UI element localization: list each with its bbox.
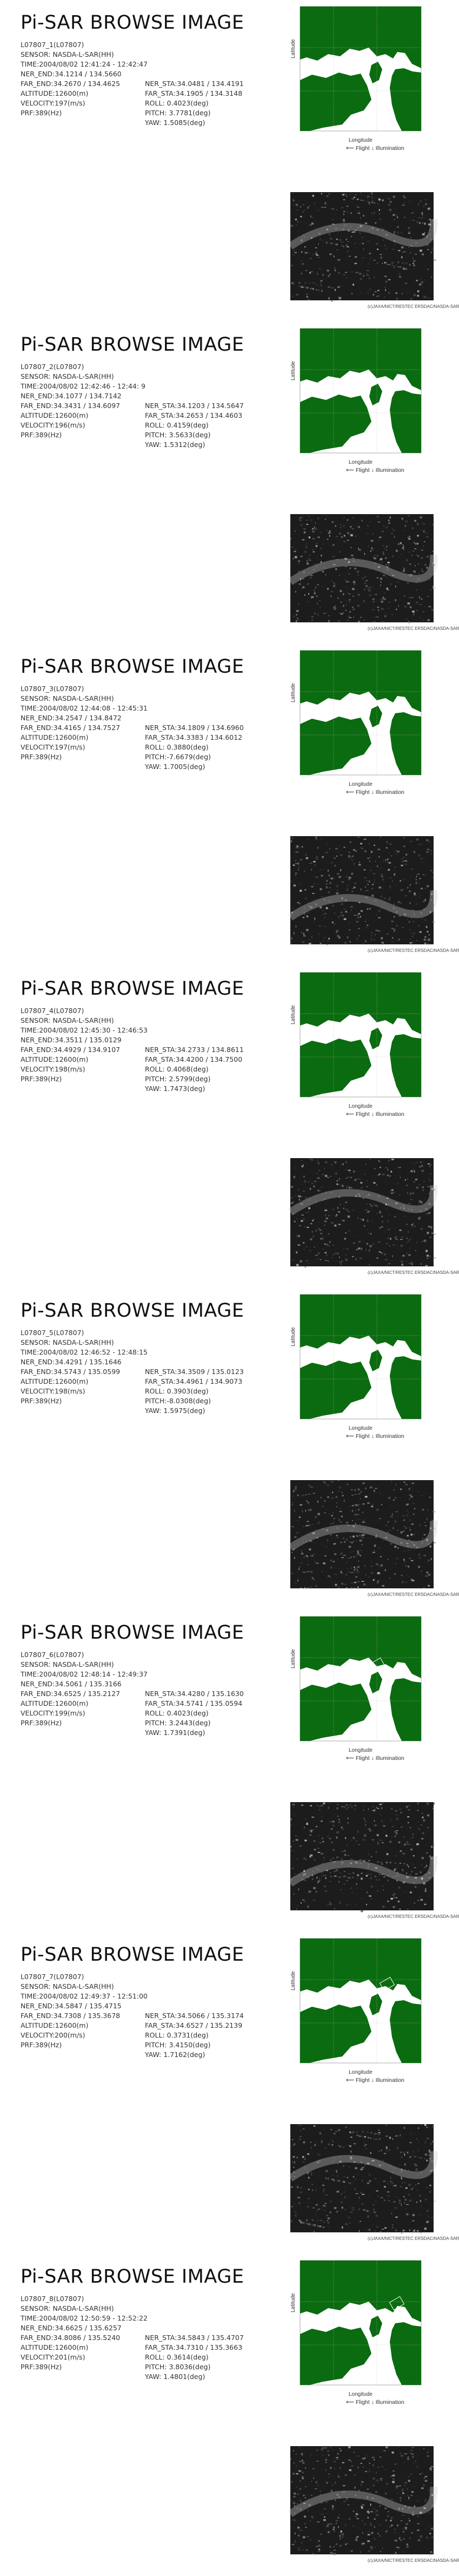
map-panel (290, 326, 425, 465)
radar-caption: (c)JAXA/NICT/RESTEC ERSDAC/NASDA-SAR (368, 948, 459, 953)
pitch: PITCH: 3.5633(deg) (145, 431, 211, 439)
far-end: FAR_END:34.4165 / 134.7527 (21, 724, 121, 732)
flight-legend (346, 1433, 404, 1440)
flight-label: Flight (355, 1111, 370, 1118)
pitch: PITCH: 3.7781(deg) (145, 109, 211, 117)
radar-image (290, 1158, 434, 1266)
dataset-id: L07807_7(L07807) (21, 1973, 84, 1981)
radar-panel (290, 514, 434, 622)
altitude: ALTITUDE:12600(m) (21, 2343, 89, 2351)
roll: ROLL: 0.3903(deg) (145, 1387, 209, 1395)
velocity: VELOCITY:201(m/s) (21, 2353, 85, 2361)
yaw: YAW: 1.5975(deg) (145, 1407, 205, 1415)
yaw: YAW: 1.7005(deg) (145, 763, 205, 771)
far-start: FAR_STA:34.7310 / 135.3663 (145, 2343, 243, 2351)
latitude-label: Latitude (290, 39, 296, 58)
flight-label: Flight (355, 145, 370, 152)
map-panel (290, 4, 425, 143)
flight-label: Flight (355, 467, 370, 474)
yaw: YAW: 1.7162(deg) (145, 2051, 205, 2059)
roll: ROLL: 0.3731(deg) (145, 2031, 209, 2039)
radar-caption: (c)JAXA/NICT/RESTEC ERSDAC/NASDA-SAR (368, 304, 459, 309)
longitude-label: Longitude (349, 1747, 372, 1753)
time-range: TIME:2004/08/02 12:45:30 - 12:46:53 (21, 1026, 148, 1034)
far-start: FAR_STA:34.2653 / 134.4603 (145, 411, 243, 419)
radar-caption: (c)JAXA/NICT/RESTEC ERSDAC/NASDA-SAR (368, 2558, 459, 2563)
pitch: PITCH:-7.6679(deg) (145, 753, 211, 761)
latitude-label: Latitude (290, 2293, 296, 2312)
flight-label: Flight (355, 2077, 370, 2084)
radar-caption: (c)JAXA/NICT/RESTEC ERSDAC/NASDA-SAR (368, 626, 459, 631)
illumination-label: Illumination (375, 789, 404, 796)
browse-sheet (0, 2254, 459, 2576)
flight-arrow-icon: ⟵ (346, 1433, 356, 1440)
map-panel (290, 1936, 425, 2075)
near-end: NER_END:34.4291 / 135.1646 (21, 1358, 122, 1366)
radar-image (290, 2124, 434, 2232)
radar-panel (290, 2446, 434, 2554)
roll: ROLL: 0.4068(deg) (145, 1065, 209, 1073)
near-start: NER_STA:34.0481 / 134.4191 (145, 80, 244, 88)
yaw: YAW: 1.4801(deg) (145, 2373, 205, 2381)
pitch: PITCH: 3.4150(deg) (145, 2041, 211, 2049)
illumination-arrow-icon: ↓ (369, 2399, 376, 2406)
illumination-arrow-icon: ↓ (369, 1433, 376, 1440)
illumination-label: Illumination (375, 467, 404, 474)
altitude: ALTITUDE:12600(m) (21, 1055, 89, 1063)
map-panel (290, 1614, 425, 1753)
longitude-label: Longitude (349, 2391, 372, 2397)
far-end: FAR_END:34.2670 / 134.4625 (21, 80, 121, 88)
illumination-label: Illumination (375, 2399, 404, 2406)
longitude-label: Longitude (349, 137, 372, 143)
dataset-id: L07807_8(L07807) (21, 2295, 84, 2303)
flight-legend (346, 789, 404, 796)
near-end: NER_END:34.5061 / 135.3166 (21, 1680, 122, 1688)
coverage-map (290, 326, 425, 454)
prf: PRF:389(Hz) (21, 753, 62, 761)
far-end: FAR_END:34.3431 / 134.6097 (21, 402, 121, 410)
prf: PRF:389(Hz) (21, 1075, 62, 1083)
flight-legend (346, 467, 404, 474)
time-range: TIME:2004/08/02 12:48:14 - 12:49:37 (21, 1670, 148, 1678)
coverage-map (290, 1614, 425, 1742)
longitude-label: Longitude (349, 2069, 372, 2075)
illumination-arrow-icon: ↓ (369, 1111, 376, 1118)
flight-legend (346, 1755, 404, 1762)
near-start: NER_STA:34.1809 / 134.6960 (145, 724, 244, 732)
prf: PRF:389(Hz) (21, 1719, 62, 1727)
flight-legend (346, 2077, 404, 2084)
map-panel (290, 2258, 425, 2397)
far-start: FAR_STA:34.5741 / 135.0594 (145, 1699, 243, 1707)
radar-panel (290, 1158, 434, 1266)
sheet-title: Pi-SAR BROWSE IMAGE (21, 12, 244, 34)
browse-sheet (0, 1288, 459, 1610)
altitude: ALTITUDE:12600(m) (21, 89, 89, 97)
velocity: VELOCITY:197(m/s) (21, 743, 85, 751)
coverage-map (290, 970, 425, 1098)
altitude: ALTITUDE:12600(m) (21, 1377, 89, 1385)
illumination-label: Illumination (375, 1433, 404, 1440)
flight-label: Flight (355, 789, 370, 796)
radar-image (290, 192, 434, 300)
flight-legend (346, 1111, 404, 1118)
pitch: PITCH: 3.2443(deg) (145, 1719, 211, 1727)
prf: PRF:389(Hz) (21, 109, 62, 117)
browse-sheet (0, 1932, 459, 2254)
latitude-label: Latitude (290, 1971, 296, 1990)
prf: PRF:389(Hz) (21, 2041, 62, 2049)
yaw: YAW: 1.7391(deg) (145, 1729, 205, 1737)
altitude: ALTITUDE:12600(m) (21, 2021, 89, 2029)
flight-legend (346, 145, 404, 152)
radar-caption: (c)JAXA/NICT/RESTEC ERSDAC/NASDA-SAR (368, 2236, 459, 2241)
radar-caption: (c)JAXA/NICT/RESTEC ERSDAC/NASDA-SAR (368, 1592, 459, 1597)
longitude-label: Longitude (349, 1103, 372, 1109)
near-end: NER_END:34.1214 / 134.5660 (21, 70, 122, 78)
coverage-map (290, 2258, 425, 2386)
prf: PRF:389(Hz) (21, 1397, 62, 1405)
coverage-map (290, 4, 425, 132)
velocity: VELOCITY:199(m/s) (21, 1709, 85, 1717)
time-range: TIME:2004/08/02 12:44:08 - 12:45:31 (21, 704, 148, 712)
latitude-label: Latitude (290, 361, 296, 380)
near-end: NER_END:34.1077 / 134.7142 (21, 392, 122, 400)
time-range: TIME:2004/08/02 12:49:37 - 12:51:00 (21, 1992, 148, 2000)
coverage-map (290, 1936, 425, 2064)
far-end: FAR_END:34.7308 / 135.3678 (21, 2012, 121, 2020)
near-end: NER_END:34.6625 / 135.6257 (21, 2324, 122, 2332)
roll: ROLL: 0.3880(deg) (145, 743, 209, 751)
flight-label: Flight (355, 2399, 370, 2406)
radar-caption: (c)JAXA/NICT/RESTEC ERSDAC/NASDA-SAR (368, 1270, 459, 1275)
illumination-label: Illumination (375, 145, 404, 152)
near-start: NER_STA:34.2733 / 134.8611 (145, 1046, 244, 1054)
near-end: NER_END:34.5847 / 135.4715 (21, 2002, 122, 2010)
sensor: SENSOR: NASDA-L-SAR(HH) (21, 50, 114, 58)
latitude-label: Latitude (290, 683, 296, 702)
velocity: VELOCITY:198(m/s) (21, 1065, 85, 1073)
far-end: FAR_END:34.4929 / 134.9107 (21, 1046, 121, 1054)
radar-image (290, 514, 434, 622)
pitch: PITCH: 2.5799(deg) (145, 1075, 211, 1083)
flight-arrow-icon: ⟵ (346, 2077, 356, 2084)
illumination-arrow-icon: ↓ (369, 1755, 376, 1762)
near-start: NER_STA:34.5843 / 135.4707 (145, 2334, 244, 2342)
flight-arrow-icon: ⟵ (346, 145, 356, 152)
sheet-title: Pi-SAR BROWSE IMAGE (21, 334, 244, 356)
pitch: PITCH:-8.0308(deg) (145, 1397, 211, 1405)
sheet-title: Pi-SAR BROWSE IMAGE (21, 656, 244, 678)
prf: PRF:389(Hz) (21, 431, 62, 439)
latitude-label: Latitude (290, 1327, 296, 1346)
illumination-arrow-icon: ↓ (369, 789, 376, 796)
altitude: ALTITUDE:12600(m) (21, 733, 89, 741)
flight-arrow-icon: ⟵ (346, 467, 356, 474)
browse-sheet (0, 966, 459, 1288)
prf: PRF:389(Hz) (21, 2363, 62, 2371)
longitude-label: Longitude (349, 459, 372, 465)
sensor: SENSOR: NASDA-L-SAR(HH) (21, 372, 114, 380)
map-panel (290, 1292, 425, 1431)
far-end: FAR_END:34.8086 / 135.5240 (21, 2334, 121, 2342)
far-end: FAR_END:34.5743 / 135.0599 (21, 1368, 121, 1376)
dataset-id: L07807_6(L07807) (21, 1651, 84, 1659)
longitude-label: Longitude (349, 1425, 372, 1431)
flight-arrow-icon: ⟵ (346, 1111, 356, 1118)
near-start: NER_STA:34.5066 / 135.3174 (145, 2012, 244, 2020)
radar-panel (290, 2124, 434, 2232)
illumination-label: Illumination (375, 2077, 404, 2084)
flight-arrow-icon: ⟵ (346, 1755, 356, 1762)
yaw: YAW: 1.5085(deg) (145, 119, 205, 127)
yaw: YAW: 1.5312(deg) (145, 441, 205, 449)
illumination-arrow-icon: ↓ (369, 467, 376, 474)
browse-sheet (0, 1610, 459, 1932)
radar-panel (290, 192, 434, 300)
yaw: YAW: 1.7473(deg) (145, 1085, 205, 1093)
velocity: VELOCITY:196(m/s) (21, 421, 85, 429)
map-panel (290, 648, 425, 787)
latitude-label: Latitude (290, 1005, 296, 1024)
pitch: PITCH: 3.8036(deg) (145, 2363, 211, 2371)
sensor: SENSOR: NASDA-L-SAR(HH) (21, 2304, 114, 2312)
coverage-map (290, 648, 425, 776)
latitude-label: Latitude (290, 1649, 296, 1668)
sensor: SENSOR: NASDA-L-SAR(HH) (21, 1016, 114, 1024)
sensor: SENSOR: NASDA-L-SAR(HH) (21, 694, 114, 702)
far-start: FAR_STA:34.6527 / 135.2139 (145, 2021, 243, 2029)
time-range: TIME:2004/08/02 12:46:52 - 12:48:15 (21, 1348, 148, 1356)
radar-image (290, 836, 434, 944)
flight-label: Flight (355, 1433, 370, 1440)
illumination-arrow-icon: ↓ (369, 2077, 376, 2084)
time-range: TIME:2004/08/02 12:42:46 - 12:44: 9 (21, 382, 145, 390)
dataset-id: L07807_1(L07807) (21, 41, 84, 49)
radar-panel (290, 1480, 434, 1588)
map-panel (290, 970, 425, 1109)
sheet-title: Pi-SAR BROWSE IMAGE (21, 1300, 244, 1322)
dataset-id: L07807_4(L07807) (21, 1007, 84, 1015)
near-start: NER_STA:34.1203 / 134.5647 (145, 402, 244, 410)
radar-image (290, 1802, 434, 1910)
flight-arrow-icon: ⟵ (346, 789, 356, 796)
near-end: NER_END:34.2547 / 134.8472 (21, 714, 122, 722)
roll: ROLL: 0.4023(deg) (145, 99, 209, 107)
near-start: NER_STA:34.4280 / 135.1630 (145, 1690, 244, 1698)
velocity: VELOCITY:200(m/s) (21, 2031, 85, 2039)
illumination-label: Illumination (375, 1111, 404, 1118)
browse-sheet (0, 0, 459, 322)
radar-background (290, 836, 434, 944)
sheet-title: Pi-SAR BROWSE IMAGE (21, 1622, 244, 1644)
far-start: FAR_STA:34.1905 / 134.3148 (145, 89, 243, 97)
roll: ROLL: 0.4023(deg) (145, 1709, 209, 1717)
sheet-title: Pi-SAR BROWSE IMAGE (21, 2266, 244, 2288)
velocity: VELOCITY:198(m/s) (21, 1387, 85, 1395)
altitude: ALTITUDE:12600(m) (21, 1699, 89, 1707)
sensor: SENSOR: NASDA-L-SAR(HH) (21, 1660, 114, 1668)
browse-sheet (0, 644, 459, 966)
sheet-title: Pi-SAR BROWSE IMAGE (21, 1944, 244, 1966)
velocity: VELOCITY:197(m/s) (21, 99, 85, 107)
far-start: FAR_STA:34.4961 / 134.9073 (145, 1377, 243, 1385)
near-start: NER_STA:34.3509 / 135.0123 (145, 1368, 244, 1376)
dataset-id: L07807_2(L07807) (21, 363, 84, 371)
radar-caption: (c)JAXA/NICT/RESTEC ERSDAC/NASDA-SAR (368, 1914, 459, 1919)
longitude-label: Longitude (349, 781, 372, 787)
time-range: TIME:2004/08/02 12:41:24 - 12:42:47 (21, 60, 148, 68)
radar-image (290, 2446, 434, 2554)
flight-label: Flight (355, 1755, 370, 1762)
sheet-title: Pi-SAR BROWSE IMAGE (21, 978, 244, 1000)
roll: ROLL: 0.3614(deg) (145, 2353, 209, 2361)
illumination-label: Illumination (375, 1755, 404, 1762)
radar-panel (290, 836, 434, 944)
far-start: FAR_STA:34.3383 / 134.6012 (145, 733, 243, 741)
sensor: SENSOR: NASDA-L-SAR(HH) (21, 1982, 114, 1990)
far-end: FAR_END:34.6525 / 135.2127 (21, 1690, 121, 1698)
flight-arrow-icon: ⟵ (346, 2399, 356, 2406)
radar-panel (290, 1802, 434, 1910)
sensor: SENSOR: NASDA-L-SAR(HH) (21, 1338, 114, 1346)
time-range: TIME:2004/08/02 12:50:59 - 12:52:22 (21, 2314, 148, 2322)
altitude: ALTITUDE:12600(m) (21, 411, 89, 419)
roll: ROLL: 0.4159(deg) (145, 421, 209, 429)
illumination-arrow-icon: ↓ (369, 145, 376, 152)
dataset-id: L07807_3(L07807) (21, 685, 84, 693)
coverage-map (290, 1292, 425, 1420)
flight-legend (346, 2399, 404, 2406)
radar-image (290, 1480, 434, 1588)
near-end: NER_END:34.3511 / 135.0129 (21, 1036, 122, 1044)
dataset-id: L07807_5(L07807) (21, 1329, 84, 1337)
browse-sheet (0, 322, 459, 644)
far-start: FAR_STA:34.4200 / 134.7500 (145, 1055, 243, 1063)
